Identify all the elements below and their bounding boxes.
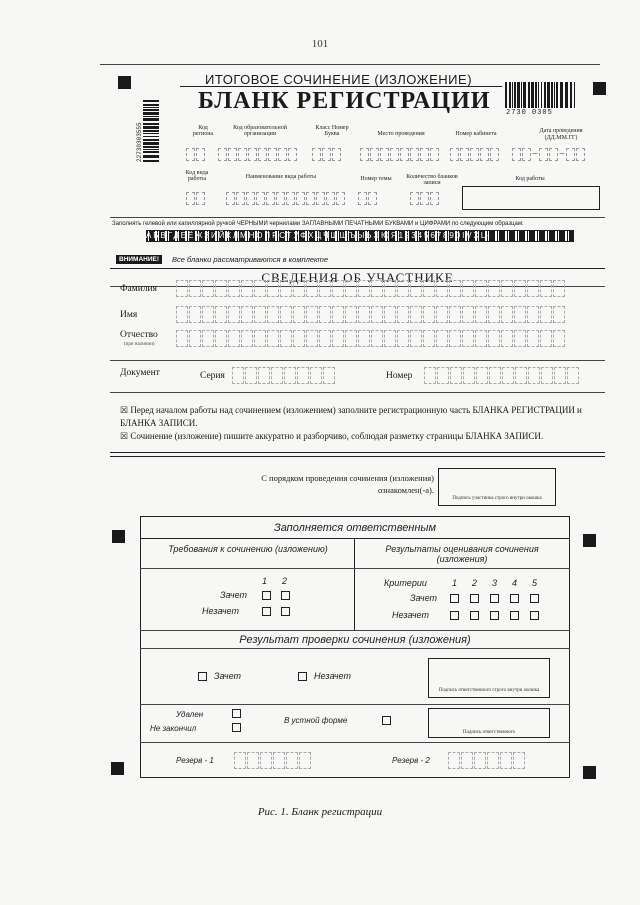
letter-cell[interactable]	[501, 306, 513, 323]
oral-form-label: В устной форме	[284, 716, 348, 725]
barcode-bar	[143, 100, 159, 102]
barcode-bar	[547, 82, 550, 108]
criterion-2-pass-checkbox[interactable]	[470, 594, 479, 603]
acknowledge-text: С порядком проведения сочинения (изложения) ознакомлен(-а).	[261, 473, 434, 495]
admin-section-title: Заполняется ответственным	[273, 522, 437, 534]
oral-form-checkbox[interactable]	[382, 716, 391, 725]
name-label: Имя	[120, 310, 138, 320]
surname-input[interactable]	[176, 280, 565, 297]
letter-cell[interactable]	[234, 752, 246, 769]
letter-cell[interactable]	[345, 330, 357, 347]
not-finished-checkbox[interactable]	[232, 723, 241, 732]
barcode-bar	[531, 82, 534, 108]
barcode-bar	[143, 126, 159, 129]
letter-cell[interactable]	[332, 306, 344, 323]
letter-cell[interactable]	[488, 280, 500, 297]
criterion-3-fail-checkbox[interactable]	[490, 611, 499, 620]
criteria-number-4: 4	[512, 578, 518, 588]
letter-cell[interactable]	[554, 367, 566, 384]
letter-cell[interactable]	[176, 306, 188, 323]
requirements-title: Требования к сочинению (изложению)	[168, 544, 328, 554]
barcode-bar	[523, 82, 526, 108]
letter-cell[interactable]	[332, 330, 344, 347]
letter-cell[interactable]	[241, 330, 253, 347]
barcode-left-number: 22730303555	[136, 122, 143, 162]
letter-cell[interactable]	[449, 306, 461, 323]
work-name-input[interactable]	[226, 192, 345, 205]
barcode-bar	[574, 82, 575, 108]
barcode-bar	[143, 123, 159, 125]
admin-column-divider	[354, 538, 355, 630]
work-code2-label: Код работы	[515, 176, 545, 182]
notes-rule-top	[110, 392, 605, 393]
barcode-bar	[143, 146, 159, 148]
letter-cell[interactable]	[176, 280, 188, 297]
number-label: Номер	[386, 371, 413, 381]
letter-cell[interactable]	[514, 330, 526, 347]
admin-header-rule	[140, 568, 570, 569]
letter-cell[interactable]	[527, 280, 539, 297]
sample-characters-text: АБВГДЕЁЖЗИЙКЛМНОПРСТУФХЦЧШЩЪЫЬЭЮЯ1234567890IVXL-	[146, 231, 492, 240]
alignment-marker-mid-right	[583, 534, 596, 547]
letter-cell[interactable]	[500, 752, 512, 769]
venue-input[interactable]	[360, 148, 439, 161]
title-rule	[180, 86, 502, 87]
document-rule	[110, 360, 605, 361]
barcode-bar	[509, 82, 511, 108]
letter-cell[interactable]	[284, 367, 296, 384]
letter-cell[interactable]	[358, 306, 370, 323]
letter-cell[interactable]	[541, 367, 553, 384]
letter-cell[interactable]	[228, 280, 240, 297]
patronymic-hint: (при наличии)	[124, 342, 155, 347]
letter-cell[interactable]	[293, 280, 305, 297]
barcode-bar	[143, 136, 159, 137]
criteria-number-2: 2	[472, 578, 478, 588]
letter-cell[interactable]	[254, 280, 266, 297]
letter-cell[interactable]	[501, 330, 513, 347]
letter-cell[interactable]	[189, 280, 201, 297]
barcode-bar	[528, 82, 530, 108]
barcode-bar	[565, 82, 568, 108]
criteria-pass-label: Зачет	[410, 593, 437, 603]
letter-cell[interactable]	[384, 306, 396, 323]
letter-cell[interactable]	[501, 280, 513, 297]
letter-cell[interactable]	[449, 330, 461, 347]
barcode-bar	[570, 82, 572, 108]
letter-cell[interactable]	[410, 330, 422, 347]
letter-cell[interactable]	[267, 280, 279, 297]
letter-cell[interactable]	[475, 330, 487, 347]
barcode-bar	[556, 82, 558, 108]
letter-cell[interactable]	[474, 752, 486, 769]
region-code-input[interactable]	[186, 148, 205, 161]
reserve-rule	[140, 742, 570, 743]
reserve1-label: Резерв - 1	[176, 756, 214, 765]
blank-count-input[interactable]	[410, 192, 439, 205]
work-code-label: Код вида работы	[185, 170, 209, 182]
participant-section-title: СВЕДЕНИЯ ОБ УЧАСТНИКЕ	[261, 270, 454, 285]
notes-rule-bottom	[110, 452, 605, 453]
form-title-small: ИТОГОВОЕ СОЧИНЕНИЕ (ИЗЛОЖЕНИЕ)	[205, 72, 473, 87]
letter-cell[interactable]	[332, 280, 344, 297]
barcode-bar	[143, 142, 159, 145]
barcode-bar	[535, 82, 537, 108]
letter-cell[interactable]	[215, 330, 227, 347]
date-hint: (ДД.ММ.ГГ)	[544, 135, 578, 141]
letter-cell[interactable]	[323, 367, 335, 384]
letter-cell[interactable]	[488, 330, 500, 347]
reserve1-input[interactable]	[234, 752, 311, 769]
form-title-large: БЛАНК РЕГИСТРАЦИИ	[198, 88, 491, 114]
letter-cell[interactable]	[202, 280, 214, 297]
letter-cell[interactable]	[299, 752, 311, 769]
document-label: Документ	[120, 368, 160, 378]
instruction-rule	[110, 217, 605, 218]
letter-cell[interactable]	[371, 280, 383, 297]
letter-cell[interactable]	[449, 280, 461, 297]
warning-text: Все бланки рассматриваются в комплекте	[172, 255, 329, 264]
req-2-fail-checkbox[interactable]	[281, 607, 290, 616]
letter-cell[interactable]	[228, 330, 240, 347]
alignment-marker-top-left	[118, 76, 131, 89]
letter-cell[interactable]	[345, 280, 357, 297]
letter-cell[interactable]	[514, 280, 526, 297]
criterion-5-fail-checkbox[interactable]	[530, 611, 539, 620]
letter-cell[interactable]	[489, 367, 501, 384]
letter-cell[interactable]	[319, 330, 331, 347]
letter-cell[interactable]	[319, 306, 331, 323]
check-result-rule-top	[140, 630, 570, 631]
class-input[interactable]	[312, 148, 341, 161]
barcode-bar	[143, 109, 159, 111]
criterion-4-pass-checkbox[interactable]	[510, 594, 519, 603]
expert-signature-caption: Подпись ответственного строго внутри окошка	[438, 688, 540, 693]
letter-cell[interactable]	[462, 306, 474, 323]
participant-signature-caption: Подпись участника строго внутри окошка	[452, 496, 542, 501]
result-pass-label: Зачет	[214, 671, 241, 681]
letter-cell[interactable]	[215, 280, 227, 297]
barcode-right	[505, 82, 575, 108]
letter-cell[interactable]	[232, 367, 244, 384]
letter-cell[interactable]	[310, 367, 322, 384]
letter-cell[interactable]	[540, 280, 552, 297]
barcode-bar	[143, 112, 159, 115]
req-2-pass-checkbox[interactable]	[281, 591, 290, 600]
criteria-fail-label: Незачет	[392, 610, 429, 620]
letter-cell[interactable]	[397, 330, 409, 347]
req-fail-label: Незачет	[202, 606, 239, 616]
result-fail-checkbox[interactable]	[298, 672, 307, 681]
letter-cell[interactable]	[476, 367, 488, 384]
org-code-label: Код образовательной организации	[233, 125, 287, 137]
letter-cell[interactable]	[513, 752, 525, 769]
letter-cell[interactable]	[306, 306, 318, 323]
letter-cell[interactable]	[260, 752, 272, 769]
blank-count-label: Количество бланков записи	[406, 174, 458, 186]
reserve2-label: Резерв - 2	[392, 756, 430, 765]
barcode-bar	[143, 130, 159, 132]
criterion-5-pass-checkbox[interactable]	[530, 594, 539, 603]
result-fail-label: Незачет	[314, 671, 351, 681]
responsible-signature-caption: Подпись ответственного	[462, 730, 516, 735]
criterion-2-fail-checkbox[interactable]	[470, 611, 479, 620]
letter-cell[interactable]	[306, 330, 318, 347]
alignment-marker-bottom-right	[583, 766, 596, 779]
letter-cell[interactable]	[254, 306, 266, 323]
letter-cell[interactable]	[397, 280, 409, 297]
criterion-1-fail-checkbox[interactable]	[450, 611, 459, 620]
note-write-neatly: ☒ Сочинение (изложение) пишите аккуратно и разборчиво, соблюдая разметку страницы БЛАНКА ЗАПИСИ.	[120, 431, 544, 441]
barcode-bar	[505, 82, 507, 108]
letter-cell[interactable]	[202, 306, 214, 323]
note-registration: ☒ Перед началом работы над сочинением (изложением) заполните регистрационную часть БЛАНКА РЕГИСТРАЦИИ и БЛАНКА ЗАПИСИ.	[120, 405, 582, 428]
letter-cell[interactable]	[436, 280, 448, 297]
surname-label: Фамилия	[120, 284, 158, 294]
letter-cell[interactable]	[293, 306, 305, 323]
letter-cell[interactable]	[462, 330, 474, 347]
barcode-bar	[551, 82, 553, 108]
letter-cell[interactable]	[448, 752, 460, 769]
letter-cell[interactable]	[254, 330, 266, 347]
warning-badge: ВНИМАНИЕ!	[116, 255, 162, 264]
letter-cell[interactable]	[293, 330, 305, 347]
barcode-bar	[517, 82, 520, 108]
venue-label: Место проведения	[377, 131, 425, 137]
barcode-bar	[143, 151, 159, 153]
number-input[interactable]	[424, 367, 579, 384]
date-input[interactable]: – –	[512, 148, 585, 161]
letter-cell[interactable]	[286, 752, 298, 769]
letter-cell[interactable]	[215, 306, 227, 323]
letter-cell[interactable]	[345, 306, 357, 323]
letter-cell[interactable]	[319, 280, 331, 297]
barcode-bar	[544, 82, 546, 108]
barcode-bar	[143, 118, 159, 121]
letter-cell[interactable]	[461, 752, 473, 769]
alignment-marker-mid-left	[112, 530, 125, 543]
date-label: Дата проведения	[539, 128, 583, 134]
barcode-bar	[554, 82, 555, 108]
reserve2-input[interactable]	[448, 752, 525, 769]
letter-cell[interactable]	[397, 306, 409, 323]
letter-cell[interactable]	[410, 306, 422, 323]
letter-cell[interactable]	[384, 280, 396, 297]
letter-cell[interactable]	[487, 752, 499, 769]
letter-cell[interactable]	[540, 306, 552, 323]
class-label: Класс Номер Буква	[315, 125, 349, 137]
letter-cell[interactable]	[410, 280, 422, 297]
barcode-bar	[541, 82, 542, 108]
req-number-1: 1	[262, 576, 268, 586]
letter-cell[interactable]	[553, 306, 565, 323]
letter-cell[interactable]	[241, 306, 253, 323]
letter-cell[interactable]	[189, 330, 201, 347]
letter-cell[interactable]	[540, 330, 552, 347]
room-label: Номер кабинета	[455, 131, 497, 137]
barcode-bar	[521, 82, 522, 108]
letter-cell[interactable]	[202, 330, 214, 347]
barcode-bar	[143, 104, 159, 106]
page-number: 101	[311, 38, 329, 50]
work-name-label: Наименование вида работы	[245, 174, 317, 180]
topic-number-input[interactable]	[358, 192, 377, 205]
letter-cell[interactable]	[267, 306, 279, 323]
letter-cell[interactable]	[423, 306, 435, 323]
status-rule	[140, 704, 570, 705]
name-input[interactable]	[176, 306, 565, 323]
letter-cell[interactable]	[267, 330, 279, 347]
letter-cell[interactable]	[371, 330, 383, 347]
req-pass-label: Зачет	[220, 590, 247, 600]
admin-title-rule	[140, 538, 570, 539]
alignment-marker-bottom-left	[111, 762, 124, 775]
barcode-bar	[143, 133, 159, 134]
letter-cell[interactable]	[384, 330, 396, 347]
letter-cell[interactable]	[514, 306, 526, 323]
check-result-rule	[140, 648, 570, 649]
letter-cell[interactable]	[271, 367, 283, 384]
letter-cell[interactable]	[423, 330, 435, 347]
removed-checkbox[interactable]	[232, 709, 241, 718]
letter-cell[interactable]	[176, 330, 188, 347]
criterion-1-pass-checkbox[interactable]	[450, 594, 459, 603]
letter-cell[interactable]	[371, 306, 383, 323]
letter-cell[interactable]	[228, 306, 240, 323]
criteria-number-5: 5	[532, 578, 538, 588]
barcode-bar	[538, 82, 539, 108]
letter-cell[interactable]	[241, 280, 253, 297]
criteria-number-3: 3	[492, 578, 498, 588]
barcode-bar	[143, 116, 159, 117]
barcode-bar	[143, 155, 159, 158]
letter-cell[interactable]	[306, 280, 318, 297]
criteria-number-1: 1	[452, 578, 458, 588]
result-pass-checkbox[interactable]	[198, 672, 207, 681]
check-result-title: Результат проверки сочинения (изложения)	[239, 634, 471, 646]
letter-cell[interactable]	[553, 330, 565, 347]
topic-number-label: Номер темы	[360, 176, 392, 182]
letter-cell[interactable]	[358, 280, 370, 297]
letter-cell[interactable]	[567, 367, 579, 384]
letter-cell[interactable]	[528, 367, 540, 384]
fill-instruction: Заполнять гелевой или капиллярной ручкой ЧЕРНЫМИ чернилами ЗАГЛАВНЫМИ ПЕЧАТНЫМИ БУКВАМИ и ЦИФРАМИ по следующим образцам:	[112, 221, 524, 227]
letter-cell[interactable]	[280, 330, 292, 347]
letter-cell[interactable]	[258, 367, 270, 384]
req-1-pass-checkbox[interactable]	[262, 591, 271, 600]
letter-cell[interactable]	[463, 367, 475, 384]
letter-cell[interactable]	[475, 306, 487, 323]
letter-cell[interactable]	[527, 330, 539, 347]
letter-cell[interactable]	[436, 330, 448, 347]
work-code2-box[interactable]	[462, 186, 600, 210]
letter-cell[interactable]	[297, 367, 309, 384]
region-code-label: Код региона	[192, 125, 214, 137]
letter-cell[interactable]	[462, 280, 474, 297]
top-rule	[100, 64, 600, 65]
alignment-marker-top-right	[593, 82, 606, 95]
criteria-label: Критерии	[384, 578, 427, 588]
criterion-4-fail-checkbox[interactable]	[510, 611, 519, 620]
org-code-input[interactable]	[218, 148, 297, 161]
barcode-bar	[560, 82, 563, 108]
letter-cell[interactable]	[450, 367, 462, 384]
letter-cell[interactable]	[488, 306, 500, 323]
barcode-bar	[143, 160, 159, 162]
barcode-bar	[512, 82, 513, 108]
letter-cell[interactable]	[553, 280, 565, 297]
letter-cell[interactable]	[437, 367, 449, 384]
letter-cell[interactable]	[245, 367, 257, 384]
criterion-3-pass-checkbox[interactable]	[490, 594, 499, 603]
letter-cell[interactable]	[436, 306, 448, 323]
barcode-bar	[514, 82, 516, 108]
not-finished-label: Не закончил	[150, 724, 197, 733]
req-1-fail-checkbox[interactable]	[262, 607, 271, 616]
barcode-bar	[143, 107, 159, 108]
req-number-2: 2	[282, 576, 288, 586]
patronymic-input[interactable]	[176, 330, 565, 347]
barcode-bar	[143, 139, 159, 141]
letter-cell[interactable]	[280, 306, 292, 323]
room-input[interactable]	[450, 148, 499, 161]
letter-cell[interactable]	[247, 752, 259, 769]
figure-caption: Рис. 1. Бланк регистрации	[257, 806, 383, 818]
letter-cell[interactable]	[189, 306, 201, 323]
letter-cell[interactable]	[527, 306, 539, 323]
series-input[interactable]	[232, 367, 335, 384]
letter-cell[interactable]	[423, 280, 435, 297]
participant-section-rule	[110, 268, 605, 269]
letter-cell[interactable]	[358, 330, 370, 347]
results-title: Результаты оценивания сочинения (изложения)	[385, 544, 539, 564]
series-label: Серия	[200, 371, 225, 381]
letter-cell[interactable]	[515, 367, 527, 384]
letter-cell[interactable]	[280, 280, 292, 297]
letter-cell[interactable]	[424, 367, 436, 384]
notes-rule-bottom-double	[110, 456, 605, 457]
letter-cell[interactable]	[273, 752, 285, 769]
patronymic-label: Отчество	[120, 330, 158, 340]
work-code-input[interactable]	[186, 192, 205, 205]
barcode-bar	[143, 149, 159, 150]
barcode-right-number: 2730 0305	[506, 109, 553, 117]
removed-label: Удален	[176, 710, 204, 719]
letter-cell[interactable]	[502, 367, 514, 384]
letter-cell[interactable]	[475, 280, 487, 297]
